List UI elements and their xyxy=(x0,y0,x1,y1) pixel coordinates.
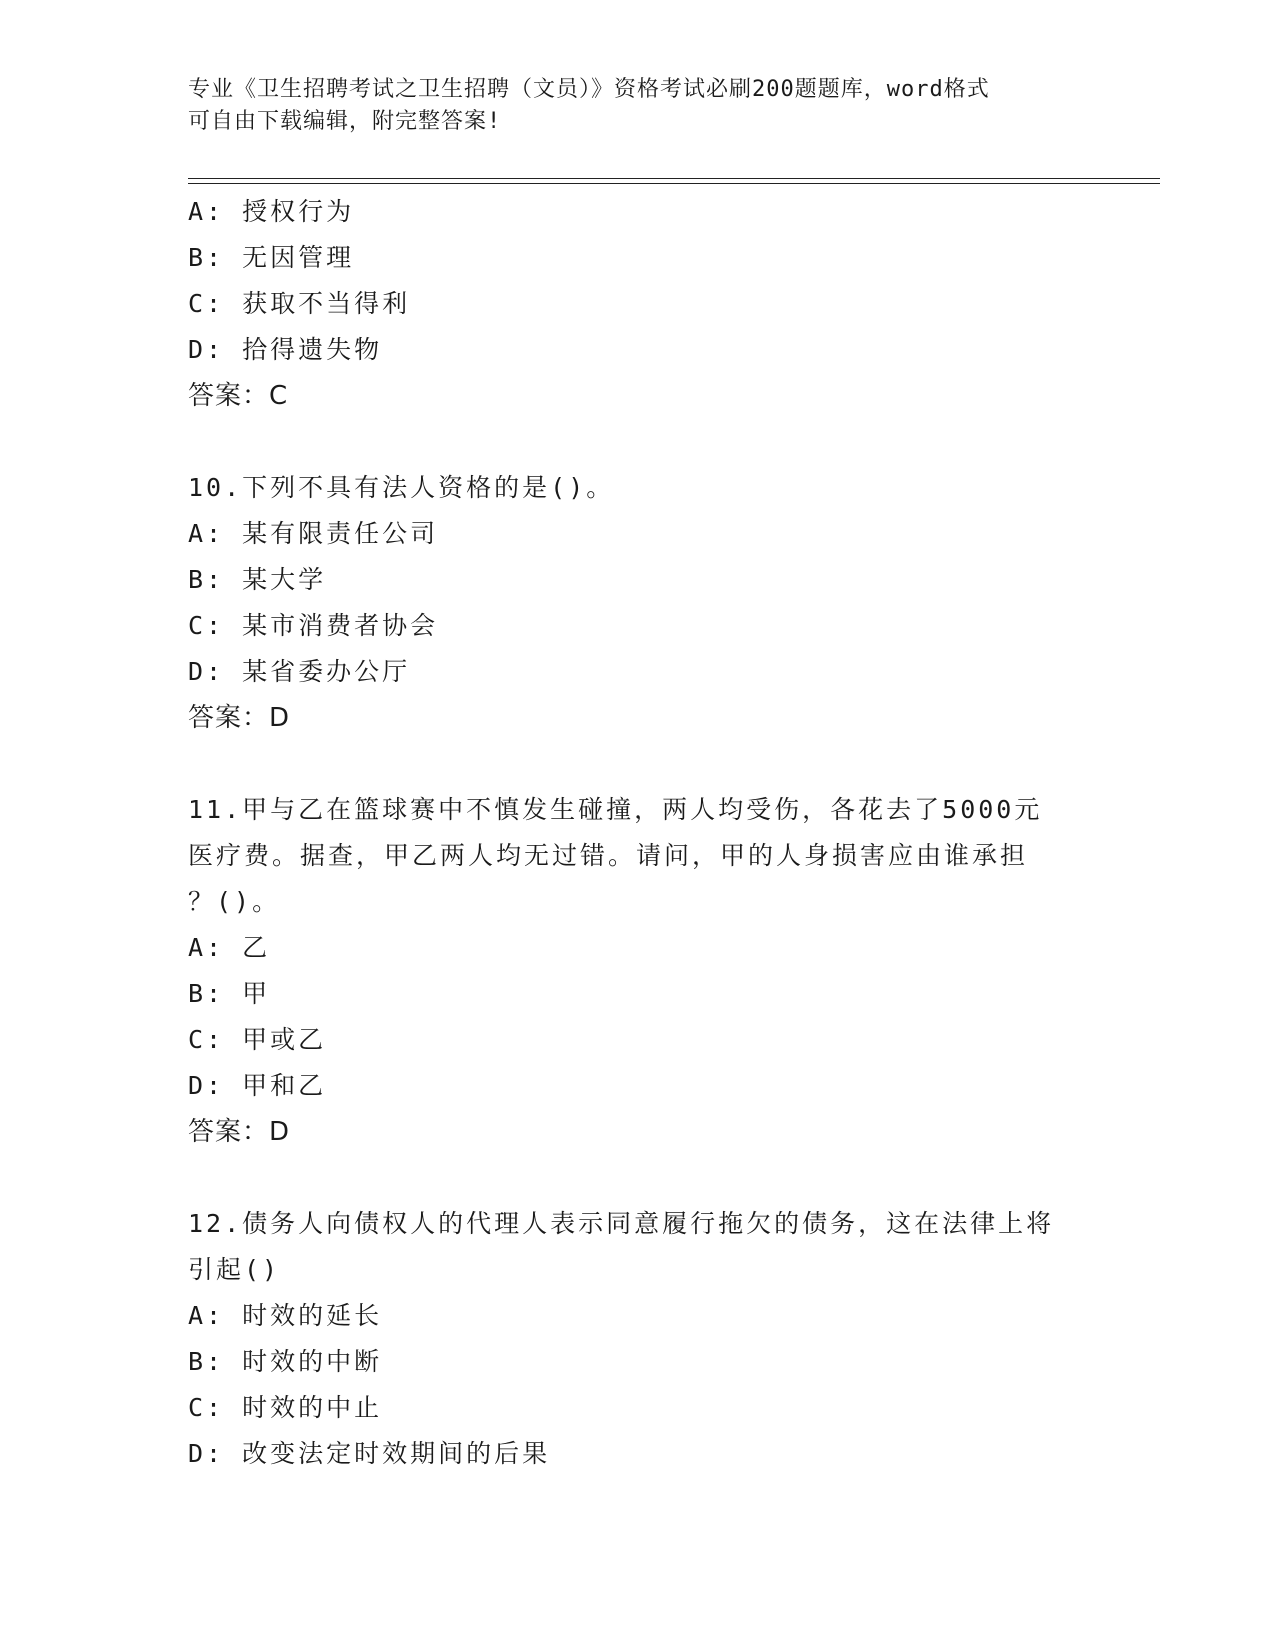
answer-line: 答案：D xyxy=(188,703,291,733)
question-12 xyxy=(188,1201,1088,1477)
spacer xyxy=(188,419,1088,465)
option-a: A: 时效的延长 xyxy=(188,1301,383,1330)
question-stem-line-2: 引起() xyxy=(188,1255,281,1284)
question-stem-line-2: 医疗费。据查，甲乙两人均无过错。请问，甲的人身损害应由谁承担 xyxy=(188,841,1029,870)
option-b: B: 某大学 xyxy=(188,565,327,594)
question-stem: 10.下列不具有法人资格的是()。 xyxy=(188,473,615,502)
option-d: D: 某省委办公厅 xyxy=(188,657,411,686)
question-stem-line-1: 12.债务人向债权人的代理人表示同意履行拖欠的债务，这在法律上将 xyxy=(188,1209,1055,1238)
spacer xyxy=(188,741,1088,787)
option-c: C: 时效的中止 xyxy=(188,1393,383,1422)
option-a: A: 乙 xyxy=(188,933,271,962)
question-stem-line-3: ？()。 xyxy=(188,887,281,916)
option-c: C: 某市消费者协会 xyxy=(188,611,439,640)
option-d: D: 拾得遗失物 xyxy=(188,335,383,364)
answer-line: 答案：C xyxy=(188,381,289,411)
header-double-rule xyxy=(188,178,1160,184)
option-b: B: 甲 xyxy=(188,979,271,1008)
header-line-1: 专业《卫生招聘考试之卫生招聘（文员）》资格考试必刷200题题库，word格式 xyxy=(188,77,990,102)
option-d: D: 甲和乙 xyxy=(188,1071,327,1100)
spacer xyxy=(188,1155,1088,1201)
option-b: B: 时效的中断 xyxy=(188,1347,383,1376)
option-c: C: 获取不当得利 xyxy=(188,289,411,318)
option-a: A: 授权行为 xyxy=(188,197,355,226)
option-c: C: 甲或乙 xyxy=(188,1025,327,1054)
answer-line: 答案：D xyxy=(188,1117,291,1147)
question-stem-line-1: 11.甲与乙在篮球赛中不慎发生碰撞，两人均受伤，各花去了5000元 xyxy=(188,795,1043,824)
option-b: B: 无因管理 xyxy=(188,243,355,272)
question-11 xyxy=(188,787,1088,1155)
option-d: D: 改变法定时效期间的后果 xyxy=(188,1439,551,1468)
question-9 xyxy=(188,189,1088,419)
question-list xyxy=(188,189,1088,1477)
document-header xyxy=(188,74,1088,138)
option-a: A: 某有限责任公司 xyxy=(188,519,439,548)
question-10 xyxy=(188,465,1088,741)
header-line-2: 可自由下载编辑，附完整答案! xyxy=(188,109,502,134)
